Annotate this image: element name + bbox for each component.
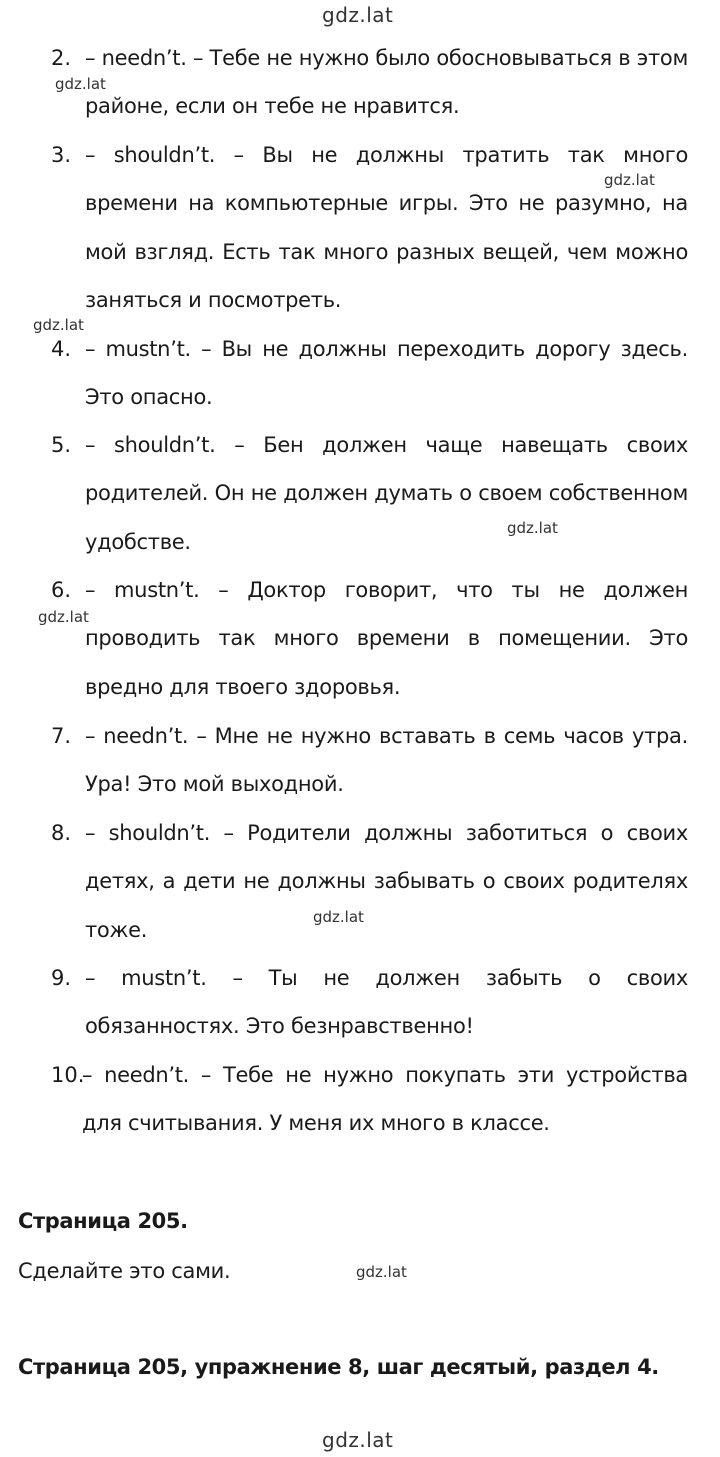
watermark: gdz.lat	[507, 519, 558, 537]
item-number: 10.	[51, 1063, 85, 1087]
section-text: Сделайте это сами.	[18, 1259, 231, 1283]
watermark: gdz.lat	[313, 908, 364, 926]
item-number: 4.	[51, 337, 72, 361]
watermark-bottom: gdz.lat	[322, 1428, 394, 1452]
item-number: 5.	[51, 433, 72, 457]
item-number: 2.	[51, 46, 72, 70]
item-text: – shouldn’t. – Бен должен чаще навещать своих родителей. Он не должен думать о своем собственном удобстве.	[85, 433, 688, 554]
watermark: gdz.lat	[38, 608, 89, 626]
item-text: – shouldn’t. – Вы не должны тратить так много времени на компьютерные игры. Это не разумно, на мой взгляд. Есть так много разных вещей, чем можно заняться и посмотреть.	[85, 143, 688, 312]
item-text: – mustn’t. – Доктор говорит, что ты не должен проводить так много времени в помещении. Это вредно для твоего здоровья.	[85, 578, 688, 699]
section-heading: Страница 205.	[18, 1209, 188, 1233]
item-text: – needn’t. – Тебе не нужно было обосновываться в этом районе, если он тебе не нравится.	[85, 46, 688, 119]
item-number: 8.	[51, 821, 72, 845]
watermark: gdz.lat	[55, 75, 106, 93]
item-text: – mustn’t. – Ты не должен забыть о своих обязанностях. Это безнравственно!	[85, 966, 688, 1039]
item-text: – needn’t. – Тебе не нужно покупать эти устройства для считывания. У меня их много в классе.	[82, 1063, 688, 1136]
watermark: gdz.lat	[33, 316, 84, 334]
item-text: – mustn’t. – Вы не должны переходить дорогу здесь. Это опасно.	[85, 337, 688, 410]
watermark: gdz.lat	[356, 1263, 407, 1281]
item-text: – shouldn’t. – Родители должны заботиться о своих детях, а дети не должны забывать о своих родителях тоже.	[85, 821, 688, 942]
item-text: – needn’t. – Мне не нужно вставать в семь часов утра. Ура! Это мой выходной.	[85, 724, 688, 797]
item-number: 3.	[51, 143, 72, 167]
item-number: 7.	[51, 724, 72, 748]
section-heading: Страница 205, упражнение 8, шаг десятый, раздел 4.	[18, 1355, 659, 1379]
item-number: 9.	[51, 966, 72, 990]
watermark: gdz.lat	[604, 171, 655, 189]
item-number: 6.	[51, 578, 72, 602]
watermark-top: gdz.lat	[322, 3, 394, 27]
